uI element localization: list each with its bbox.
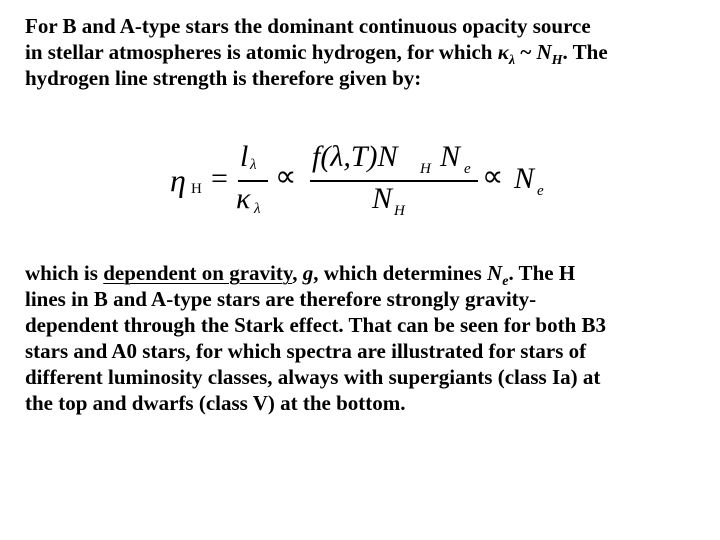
para2-text-d: . The H lines in B and A-type stars are therefore strongly gravity- dependent through the Stark effect. That can be seen for both B3 stars and A0 stars, for which spectra are illustrated for stars of different luminosity classes, always with supergiants (class Ia) at the top and dwarfs (class V) at the bottom. [25, 261, 607, 415]
para2-text-c: , which determines [313, 261, 488, 285]
equation-eta-h [168, 138, 558, 228]
eq-eta-sub: H [191, 181, 202, 197]
eq-equals: = [211, 162, 228, 195]
eq-frac2-num: f(λ,T)N [312, 140, 398, 173]
para2-text-b: , [292, 261, 303, 285]
eq-propto-2: ∝ [482, 160, 504, 193]
para1-text-a: For B and A-type stars the dominant continuous opacity source in stellar atmospheres is atomic hydrogen, for which [25, 14, 591, 64]
para2-text-a: which is [25, 261, 104, 285]
eq-frac1-den: κ [236, 182, 251, 215]
para1-text-b: . The hydrogen line strength is therefore given by: [25, 40, 608, 90]
eq-frac2-num-ne: N [440, 140, 461, 173]
paragraph-opacity [25, 13, 715, 91]
eq-propto-1: ∝ [275, 160, 297, 193]
e-subscript: e [502, 274, 509, 289]
eq-frac2-den: N [372, 182, 393, 215]
eq-frac1-num-sub: λ [250, 157, 257, 173]
eq-frac2-num-sub-h: H [420, 161, 431, 177]
kappa-symbol: κ [497, 40, 509, 64]
eq-rhs: N [514, 162, 535, 195]
eq-frac1-num: l [240, 140, 249, 173]
eq-eta: η [170, 162, 186, 198]
underlined-phrase: dependent on gravity [103, 261, 293, 285]
eq-rhs-sub: e [537, 183, 544, 199]
g-symbol: g [302, 261, 314, 285]
eq-frac1-den-sub: λ [254, 201, 261, 217]
n-symbol: N [536, 40, 552, 64]
eq-frac2-den-sub: H [394, 203, 405, 219]
eq-frac2-num-sub-e: e [464, 161, 471, 177]
lambda-subscript: λ [508, 53, 516, 68]
tilde-symbol: ~ [515, 40, 537, 64]
ne-symbol: N [487, 261, 503, 285]
h-subscript: H [551, 53, 563, 68]
eq-frac2-bar [310, 180, 478, 182]
paragraph-gravity [25, 260, 715, 416]
